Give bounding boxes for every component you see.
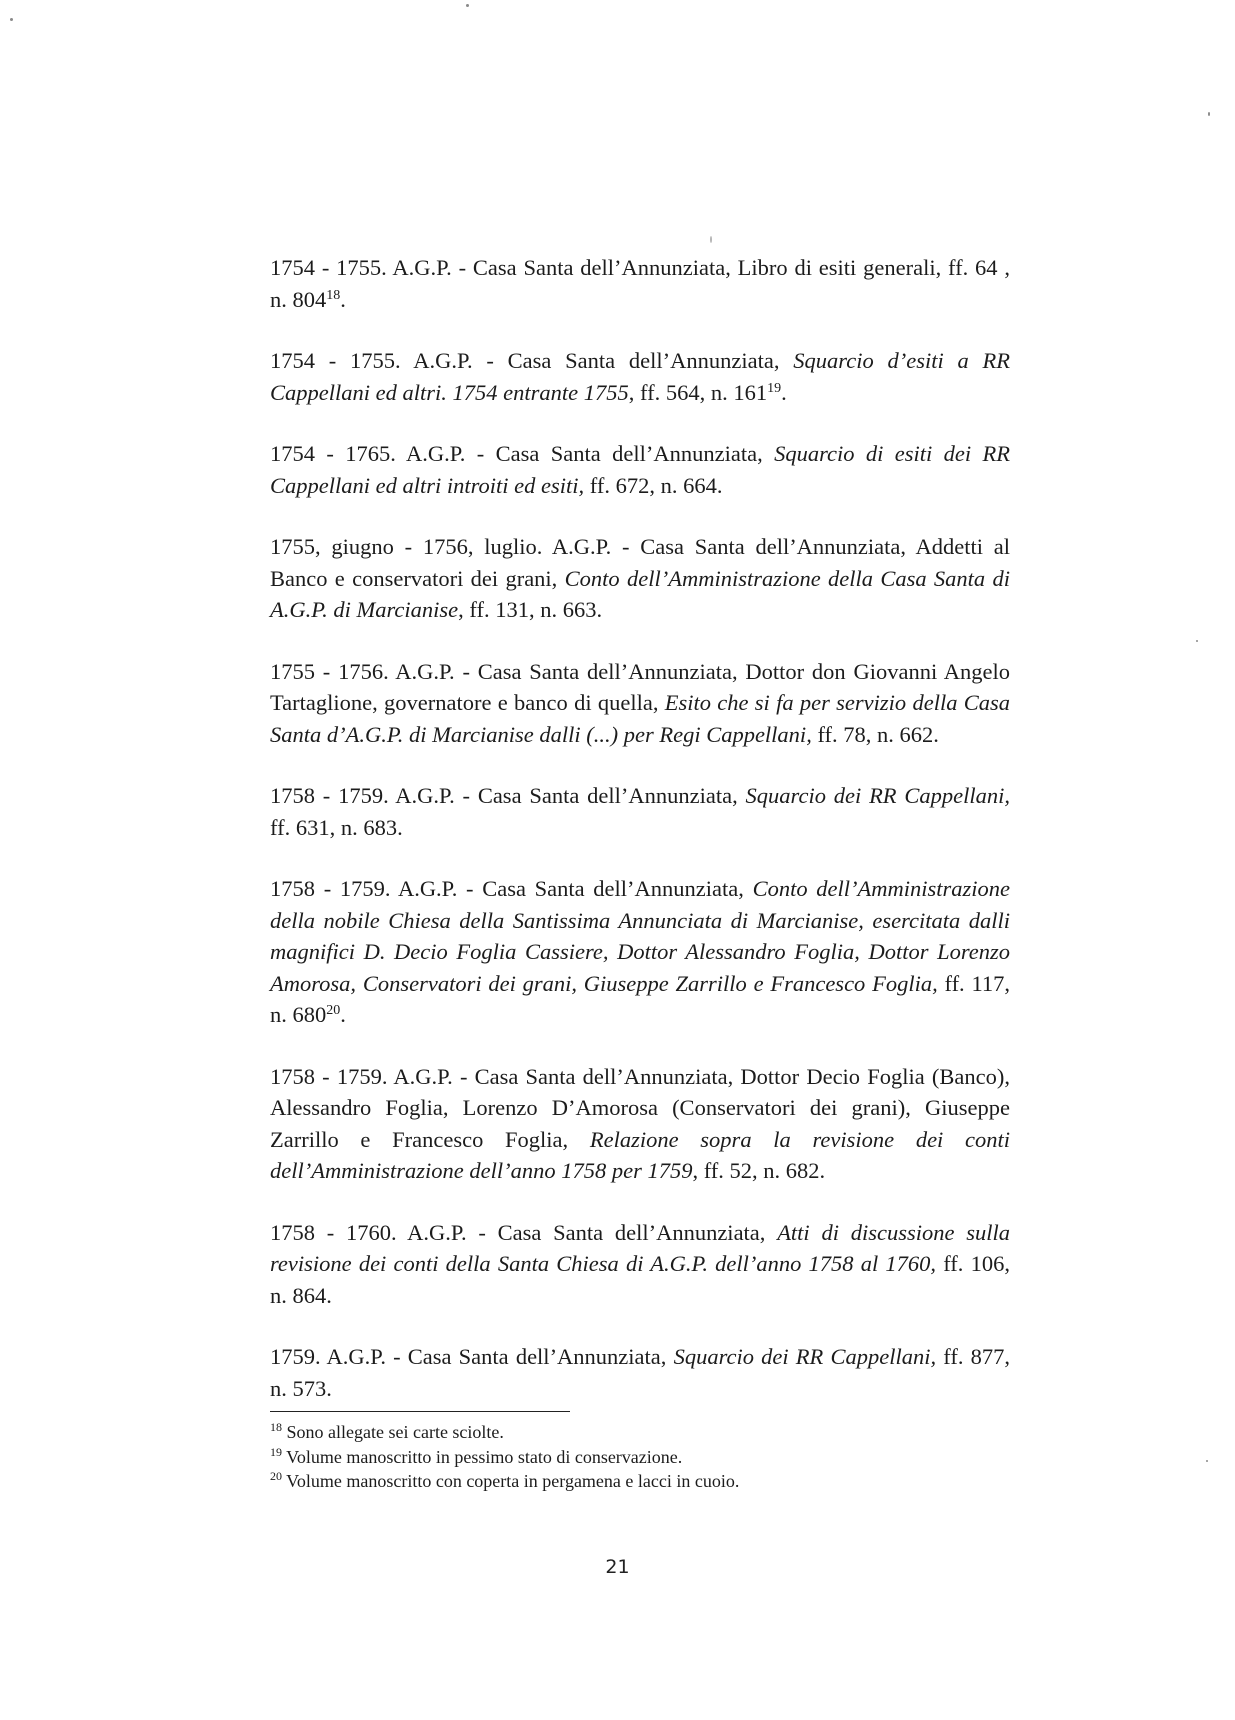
- entry-text: ff. 106, n. 864.: [270, 1251, 1010, 1308]
- entry-title: Conto dell’Amministrazione della nobile Chiesa della Santissima Annunciata di Marcianise, esercitata dalli magnifici D. Decio Foglia Cassiere, Dottor Alessandro Foglia, Dottor Lorenzo Amorosa, Conservatori dei grani, Giuseppe Zarrillo e Francesco Foglia,: [270, 876, 1010, 996]
- footnote-number: 20: [270, 1469, 282, 1483]
- scan-speck: [1208, 112, 1210, 116]
- entry-text: 1759. A.G.P. - Casa Santa dell’Annunziata,: [270, 1344, 674, 1369]
- archival-entry: [270, 656, 1010, 751]
- entry-text: 1758 - 1759. A.G.P. - Casa Santa dell’Annunziata,: [270, 876, 753, 901]
- entry-text: ff. 631, n. 683.: [270, 814, 403, 840]
- footnote-text: Sono allegate sei carte sciolte.: [282, 1422, 504, 1442]
- scan-speck: [1196, 640, 1198, 642]
- page-number: 21: [605, 1556, 630, 1578]
- entry-text: 1754 - 1755. A.G.P. - Casa Santa dell’Annunziata, Libro di esiti generali, ff. 64 , n. 804: [270, 255, 1010, 312]
- footnote-text: Volume manoscritto con coperta in pergamena e lacci in cuoio.: [282, 1471, 740, 1491]
- scan-speck: [1206, 1460, 1208, 1462]
- archival-entry: [270, 873, 1010, 1031]
- scan-speck: [710, 236, 712, 243]
- footnote-ref: 18: [326, 287, 341, 303]
- footnote-text: Volume manoscritto in pessimo stato di conservazione.: [282, 1446, 683, 1467]
- entry-text: ff. 78, n. 662.: [811, 721, 939, 747]
- entry-text: ff. 672, n. 664.: [584, 472, 723, 498]
- archival-entry: [270, 1061, 1010, 1187]
- entry-text: ff. 117, n. 680: [270, 970, 1010, 1027]
- entry-title: Squarcio di esiti dei RR Cappellani ed altri introiti ed esiti,: [270, 441, 1010, 498]
- entry-title: Atti di discussione sulla revisione dei conti della Santa Chiesa di A.G.P. dell’anno 1758 al 1760,: [270, 1219, 1010, 1276]
- footnote-separator: [270, 1411, 570, 1412]
- archival-entry-list: [270, 252, 1010, 1434]
- entry-text: 1758 - 1759. A.G.P. - Casa Santa dell’Annunziata, Dottor Decio Foglia (Banco), Alessandro Foglia, Lorenzo D’Amorosa (Conservatori dei grani), Giuseppe Zarrillo e Francesco Foglia,: [270, 1063, 1010, 1152]
- footnote-list: [270, 1420, 1010, 1494]
- footnote-number: 18: [270, 1420, 282, 1434]
- archival-entry: [270, 531, 1010, 626]
- entry-text: 1755 - 1756. A.G.P. - Casa Santa dell’Annunziata, Dottor don Giovanni Angelo Tartaglione, governatore e banco di quella,: [270, 658, 1010, 715]
- entry-title: Relazione sopra la revisione dei conti dell’Amministrazione dell’anno 1758 per 1759: [270, 1126, 1011, 1183]
- footnote-number: 19: [270, 1444, 282, 1459]
- entry-title: Conto dell’Amministrazione della Casa Santa di A.G.P. di Marcianise: [270, 565, 1011, 622]
- footnote: [270, 1445, 1010, 1470]
- scan-speck: [466, 4, 469, 7]
- footnote-ref: 20: [326, 1003, 341, 1018]
- footnote: [270, 1420, 1010, 1445]
- archival-entry: [270, 1341, 1010, 1404]
- entry-title: Squarcio dei RR Cappellani,: [673, 1344, 937, 1369]
- scan-speck: [10, 18, 13, 21]
- archival-entry: [270, 780, 1010, 843]
- entry-text: .: [781, 379, 787, 405]
- footnote: [270, 1469, 1010, 1494]
- entry-text: ff. 877, n. 573.: [270, 1344, 1010, 1401]
- archival-entry: [270, 345, 1010, 408]
- entry-text: , ff. 564, n. 161: [628, 379, 768, 405]
- entry-text: 1754 - 1765. A.G.P. - Casa Santa dell’Annunziata,: [270, 441, 775, 466]
- entry-text: 1758 - 1760. A.G.P. - Casa Santa dell’Annunziata,: [270, 1219, 778, 1245]
- entry-text: 1755, giugno - 1756, luglio. A.G.P. - Casa Santa dell’Annunziata, Addetti al Banco e conservatori dei grani,: [270, 534, 1010, 591]
- archival-entry: [270, 438, 1010, 501]
- entry-text: , ff. 52, n. 682.: [692, 1158, 826, 1183]
- archival-entry: [270, 1217, 1010, 1312]
- entry-title: Squarcio d’esiti a RR Cappellani ed altri. 1754 entrante 1755: [270, 348, 1010, 405]
- entry-text: .: [340, 1002, 346, 1027]
- entry-text: 1758 - 1759. A.G.P. - Casa Santa dell’Annunziata,: [270, 783, 746, 808]
- footnote-ref: 19: [767, 380, 782, 396]
- entry-title: Esito che si fa per servizio della Casa Santa d’A.G.P. di Marcianise dalli (...) per Regi Cappellani,: [270, 690, 1010, 747]
- archival-entry: [270, 252, 1010, 315]
- entry-text: , ff. 131, n. 663.: [458, 597, 603, 622]
- entry-title: Squarcio dei RR Cappellani,: [745, 783, 1010, 808]
- entry-text: .: [340, 286, 346, 312]
- entry-text: 1754 - 1755. A.G.P. - Casa Santa dell’Annunziata,: [270, 348, 794, 373]
